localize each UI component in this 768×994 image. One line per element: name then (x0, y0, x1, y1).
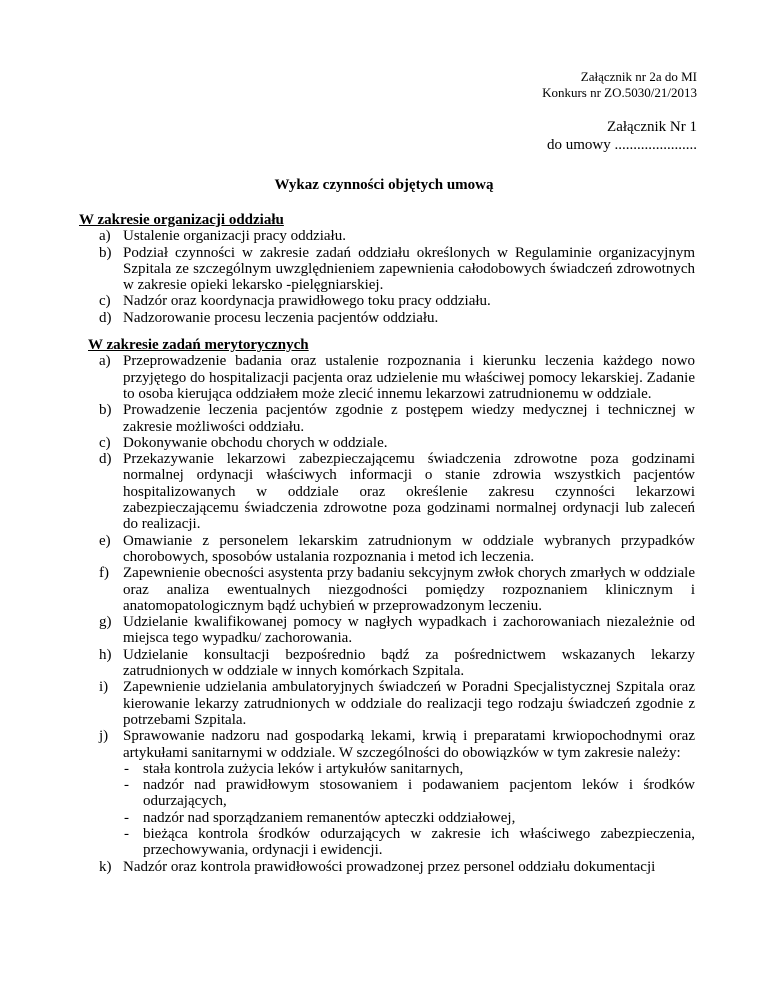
list-item (99, 293, 695, 310)
item-marker: a) (99, 353, 111, 370)
annex-number: Załącznik Nr 1 (607, 119, 697, 135)
item-marker: j) (99, 728, 109, 745)
document-body (0, 212, 768, 875)
item-text: Omawianie z personelem lekarskim zatrudnionym w oddziale wybranych przypadków chorobowych, sposobów ustalania rozpoznania i metod ich leczenia. (123, 532, 695, 565)
item-marker: c) (99, 434, 111, 451)
sub-item-text: bieżąca kontrola środków odurzających w zakresie ich właściwego zabezpieczenia, przechowywania, ordynacji i ewidencji. (143, 825, 695, 859)
list-item (99, 228, 695, 245)
sub-list-item (124, 760, 695, 777)
list-item (99, 309, 695, 326)
item-text: Nadzorowanie procesu leczenia pacjentów oddziału. (123, 309, 439, 326)
list-item (99, 614, 695, 647)
list-item (99, 646, 695, 680)
list-item (99, 353, 695, 402)
item-marker: b) (99, 244, 112, 261)
section-heading-organization: W zakresie organizacji oddziału (79, 212, 284, 228)
sub-list-item (124, 825, 695, 859)
item-marker: a) (99, 228, 111, 245)
list-item (99, 565, 695, 614)
item-text: Przeprowadzenie badania oraz ustalenie rozpoznania i kierunku leczenia każdego nowo przyjętego do hospitalizacji pacjenta oraz udzielenie mu właściwej pomocy lekarskiej. Zadanie to osoba kierująca oddziałem może zlecić innemu lekarzowi zatrudnionemu w oddziale. (123, 353, 695, 402)
item-text: Zapewnienie obecności asystenta przy badaniu sekcyjnym zwłok chorych zmarłych w oddziale oraz analiza ewentualnych niezgodności pomiędzy rozpoznaniem klinicznym i anatomopatologicznym bądź uchybień w przeprowadzonym leczeniu. (123, 565, 695, 614)
item-text: Nadzór oraz koordynacja prawidłowego toku pracy oddziału. (123, 293, 491, 310)
sub-item-text: stała kontrola zużycia leków i artykułów sanitarnych, (143, 760, 464, 777)
item-text: Przekazywanie lekarzowi zabezpieczającemu świadczenia zdrowotne poza godzinami normalnej ordynacji właściwych informacji o stanie zdrowia wszystkich pacjentów hospitalizowanych w oddziale oraz określenie zakresu czynności lekarzowi zabezpieczającemu świadczenia zdrowotne poza godzinami normalnej ordynacji lub zaleceń do realizacji. (123, 451, 695, 533)
attachment-ref: Załącznik nr 2a do MI (580, 69, 697, 84)
item-marker: e) (99, 532, 111, 549)
list-item (99, 434, 695, 451)
sub-list (123, 761, 695, 859)
item-text: Prowadzenie leczenia pacjentów zgodnie z postępem wiedzy medycznej i technicznej w zakresie możliwości oddziału. (123, 402, 695, 435)
section-heading-substantive: W zakresie zadań merytorycznych (88, 337, 309, 354)
organization-list (0, 228, 768, 326)
contest-ref: Konkurs nr ZO.5030/21/2013 (542, 85, 697, 100)
item-marker: k) (99, 858, 112, 875)
item-marker: c) (99, 293, 111, 310)
annex-contract: do umowy ...................... (547, 137, 697, 153)
item-marker: d) (99, 451, 112, 468)
item-marker: b) (99, 402, 112, 419)
list-item (99, 244, 695, 294)
sub-item-marker: - (124, 777, 129, 794)
sub-item-text: nadzór nad sporządzaniem remanentów apteczki oddziałowej, (143, 809, 516, 826)
item-marker: i) (99, 679, 109, 696)
item-text: Udzielanie kwalifikowanej pomocy w nagłych wypadkach i zachorowaniach niezależnie od miejsca tego wypadku/ zachorowania. (123, 614, 695, 647)
list-item (99, 532, 695, 566)
list-item (99, 728, 695, 859)
item-text: Podział czynności w zakresie zadań oddziału określonych w Regulaminie organizacyjnym Szpitala ze szczególnym uwzględnieniem zapewnienia całodobowych świadczeń zdrowotnych w zakresie opieki lekarsko -pielęgniarskiej. (123, 244, 695, 294)
sub-item-text: nadzór nad prawidłowym stosowaniem i podawaniem pacjentom leków i środków odurzających, (143, 777, 695, 810)
item-text: Sprawowanie nadzoru nad gospodarką lekami, krwią i preparatami krwiopochodnymi oraz artykułami sanitarnymi w oddziale. W szczególności do obowiązków w tym zakresie należy: (123, 728, 695, 761)
item-text: Zapewnienie udzielania ambulatoryjnych świadczeń w Poradni Specjalistycznej Szpitala oraz kierowanie lekarzy zatrudnionych w oddziale do realizacji tego rodzaju świadczeń zgodnie z potrzebami Szpitala. (123, 679, 695, 728)
item-text: Udzielanie konsultacji bezpośrednio bądź za pośrednictwem wskazanych lekarzy zatrudnionych w oddziale w innych komórkach Szpitala. (123, 646, 695, 680)
list-item (99, 858, 695, 875)
item-text: Nadzór oraz kontrola prawidłowości prowadzonej przez personel oddziału dokumentacji (123, 858, 656, 875)
list-item (99, 451, 695, 533)
item-text: Dokonywanie obchodu chorych w oddziale. (123, 434, 388, 451)
item-marker: d) (99, 309, 112, 326)
sub-item-marker: - (124, 809, 129, 826)
substantive-list (0, 353, 768, 875)
sub-list-item (124, 809, 695, 826)
list-item (99, 402, 695, 435)
item-text: Ustalenie organizacji pracy oddziału. (123, 228, 346, 245)
sub-item-marker: - (124, 760, 129, 777)
item-marker: h) (99, 646, 112, 663)
item-marker: g) (99, 614, 112, 631)
document-title: Wykaz czynności objętych umową (274, 177, 494, 193)
sub-list-item (124, 777, 695, 810)
sub-item-marker: - (124, 825, 129, 842)
list-item (99, 679, 695, 728)
item-marker: f) (99, 565, 109, 582)
